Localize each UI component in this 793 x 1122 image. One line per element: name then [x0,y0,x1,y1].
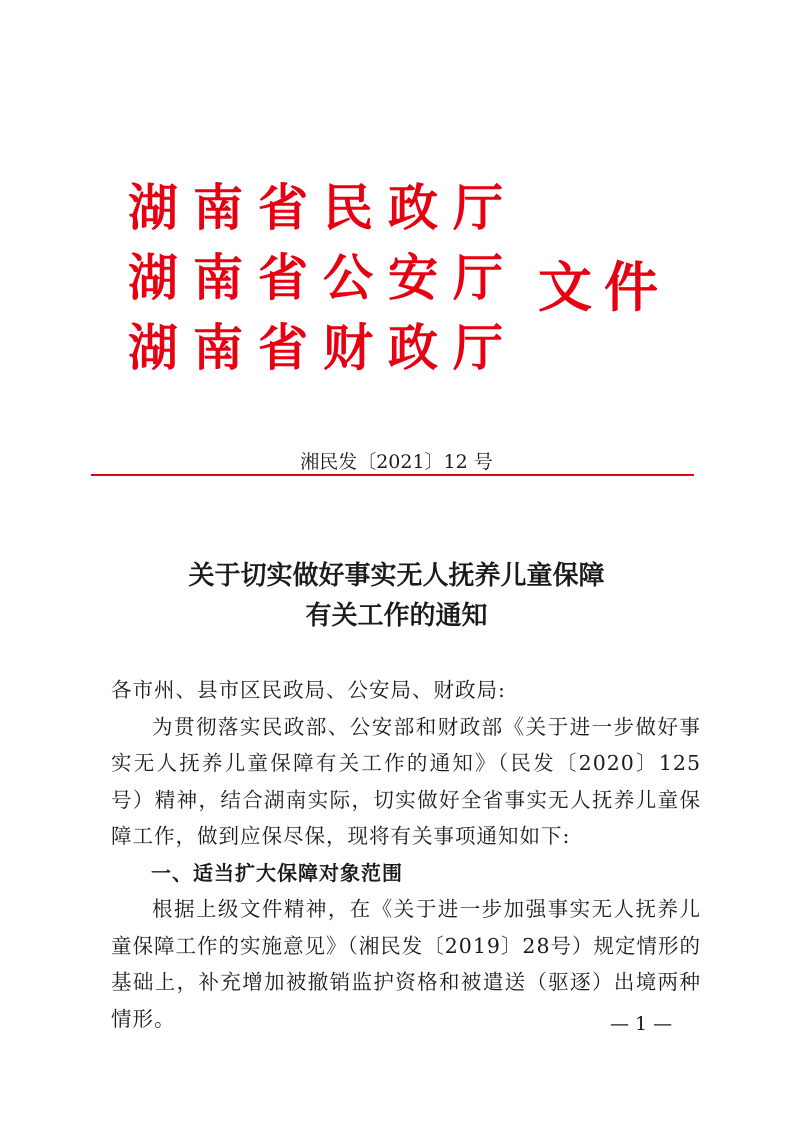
document-title [0,556,793,636]
title-line-2: 有关工作的通知 [305,601,488,631]
page-number: — 1 — [610,1013,673,1035]
paragraph-section-1: 根据上级文件精神，在《关于进一步加强事实无人抚养儿童保障工作的实施意见》（湘民发〔2019〕28号）规定情形的基础上，补充增加被撤销监护资格和被遣送（驱逐）出境两种情形。 [111,897,702,1031]
document-type-label: 文件 [538,256,670,319]
red-divider-line [91,474,694,476]
issuer-name-finance: 湖南省财政厅 [128,319,518,377]
document-header [128,178,688,388]
document-number: 湘民发〔2021〕12 号 [300,451,493,473]
section-heading-1: 一、适当扩大保障对象范围 [151,860,403,885]
issuer-name-civil-affairs: 湖南省民政厅 [128,179,518,237]
paragraph-intro: 为贯彻落实民政部、公安部和财政部《关于进一步做好事实无人抚养儿童保障有关工作的通知》（民发〔2020〕125 号）精神，结合湖南实际，切实做好全省事实无人抚养儿童保障工作，做到应保尽保，现将有关事项通知如下: [111,714,701,848]
document-body [111,672,701,1037]
title-line-1: 关于切实做好事实无人抚养儿童保障 [188,561,605,591]
salutation: 各市州、县市区民政局、公安局、财政局: [111,678,506,702]
issuer-name-public-security: 湖南省公安厅 [128,249,518,307]
